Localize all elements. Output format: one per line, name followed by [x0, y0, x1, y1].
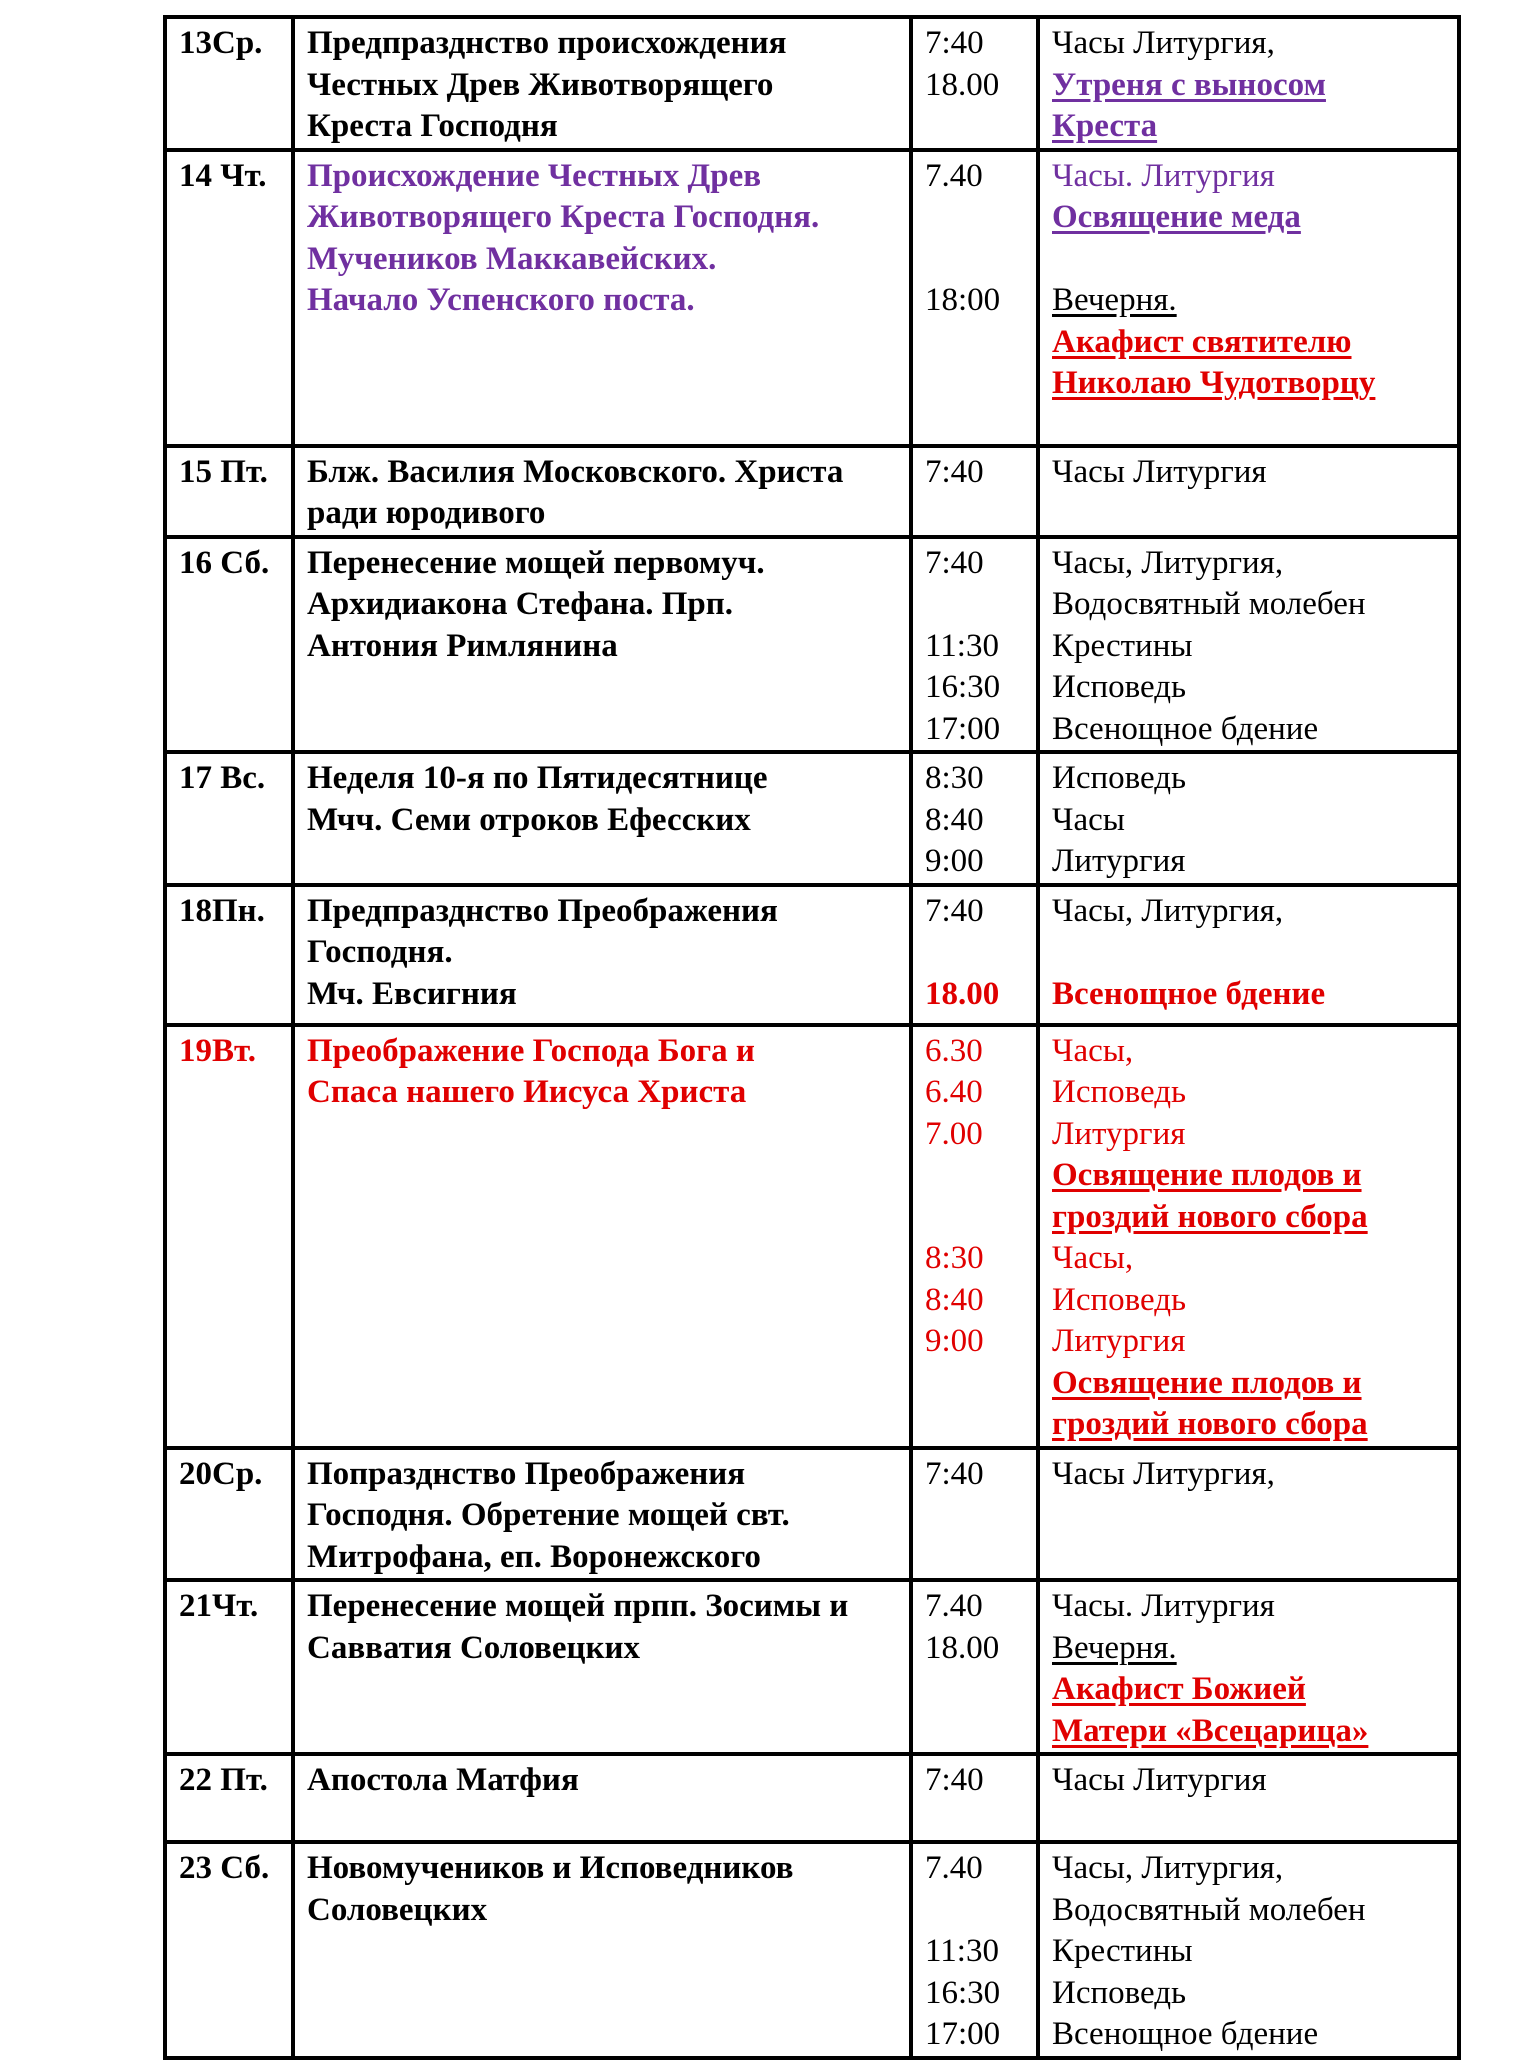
service-name: Вечерня.: [1052, 1629, 1177, 1666]
feast-line: Мч. Евсигния: [307, 975, 517, 1012]
feast-line: Апостола Матфия: [307, 1762, 579, 1798]
service-time: [925, 932, 1026, 974]
schedule-row: [165, 1025, 1459, 1448]
service-time: 8:40: [925, 801, 984, 838]
service-name: Часы, Литургия,: [1052, 544, 1284, 581]
feast-line: Креста Господня: [307, 108, 558, 144]
service-name: Часы Литургия: [1052, 453, 1267, 490]
service-name: Николаю Чудотворцу: [1052, 365, 1376, 401]
service-name: Часы, Литургия,: [1052, 1850, 1284, 1886]
time-cell: [911, 1842, 1038, 2058]
day-cell: 20Ср.: [165, 1448, 293, 1581]
service-time: 18.00: [925, 1629, 1000, 1666]
service-name: Исповедь: [1052, 669, 1187, 705]
service-time: 16:30: [925, 1974, 1001, 2011]
time-cell: [911, 537, 1038, 753]
schedule-row: [165, 537, 1459, 753]
service-name: Литургия: [1052, 1323, 1186, 1359]
service-name: Акафист святителю: [1052, 323, 1352, 360]
feast-cell: [293, 1842, 911, 2058]
day-cell: 13Ср.: [165, 17, 293, 150]
feast-line: Предпразднство Преображения: [307, 892, 778, 929]
feast-cell: [293, 1754, 911, 1842]
service-name: Крестины: [1052, 1933, 1193, 1969]
service-name: Освящение плодов и: [1052, 1157, 1362, 1193]
service-name: Всенощное бдение: [1052, 2016, 1319, 2052]
feast-line: Происхождение Честных Древ: [307, 157, 762, 194]
service-time: 7:40: [925, 892, 984, 929]
service-cell: [1038, 1025, 1459, 1448]
service-name: Креста: [1052, 108, 1158, 144]
service-cell: [1038, 1754, 1459, 1842]
service-name: Часы. Литургия: [1052, 157, 1275, 194]
service-cell: [1038, 17, 1459, 150]
service-time: 17:00: [925, 710, 1001, 747]
feast-line: Неделя 10-я по Пятидесятнице: [307, 760, 768, 796]
service-cell: [1038, 1448, 1459, 1581]
feast-cell: [293, 752, 911, 885]
feast-cell: [293, 885, 911, 1025]
time-cell: [911, 446, 1038, 537]
time-cell: [911, 1580, 1038, 1754]
service-time: 7:40: [925, 1455, 984, 1492]
service-name: Часы,: [1052, 1240, 1134, 1276]
feast-line: Перенесение мощей прпп. Зосимы и: [307, 1588, 849, 1624]
service-name: Исповедь: [1052, 760, 1187, 796]
day-cell: 18Пн.: [165, 885, 293, 1025]
service-time: 11:30: [925, 627, 999, 664]
feast-line: Спаса нашего Иисуса Христа: [307, 1074, 747, 1110]
schedule-row: [165, 752, 1459, 885]
service-name: Часы Литургия: [1052, 1762, 1267, 1798]
time-cell: [911, 1025, 1038, 1448]
service-time: 6.30: [925, 1032, 983, 1069]
feast-cell: [293, 446, 911, 537]
service-name: Часы Литургия,: [1052, 1455, 1275, 1492]
time-cell: [911, 17, 1038, 150]
service-time: [925, 1155, 1026, 1197]
schedule-row: [165, 885, 1459, 1025]
service-name: [1052, 239, 1447, 281]
feast-line: Попразднство Преображения: [307, 1455, 746, 1492]
feast-line: Господня. Обретение мощей свт.: [307, 1497, 790, 1533]
feast-line: Предпразднство происхождения: [307, 25, 787, 61]
feast-line: Соловецких: [307, 1891, 488, 1928]
feast-cell: [293, 1025, 911, 1448]
service-time: [925, 1890, 1026, 1932]
service-time: 7:40: [925, 544, 984, 581]
service-name: Литургия: [1052, 843, 1186, 879]
service-time: [925, 584, 1026, 626]
service-name: Всенощное бдение: [1052, 975, 1326, 1012]
schedule-page: [163, 15, 1457, 2060]
service-cell: [1038, 150, 1459, 446]
service-time: 18:00: [925, 282, 1001, 318]
feast-cell: [293, 1448, 911, 1581]
day-cell: 23 Сб.: [165, 1842, 293, 2058]
service-name: Акафист Божией: [1052, 1671, 1306, 1707]
feast-cell: [293, 1580, 911, 1754]
feast-line: Архидиакона Стефана. Прп.: [307, 586, 734, 622]
service-name: Всенощное бдение: [1052, 710, 1319, 747]
service-name: гроздий нового сбора: [1052, 1406, 1368, 1442]
service-time: 9:00: [925, 843, 984, 879]
schedule-row: [165, 17, 1459, 150]
day-cell: 19Вт.: [165, 1025, 293, 1448]
service-cell: [1038, 537, 1459, 753]
time-cell: [911, 1448, 1038, 1581]
service-time: [925, 197, 1026, 239]
service-time: 7:40: [925, 1762, 984, 1798]
service-name: Исповедь: [1052, 1974, 1187, 2011]
service-time: 17:00: [925, 2016, 1001, 2052]
feast-line: Антония Римлянина: [307, 627, 618, 664]
service-time: [925, 239, 1026, 281]
service-time: 7:40: [925, 25, 984, 61]
service-name: Водосвятный молебен: [1052, 586, 1366, 622]
service-name: Освящение меда: [1052, 199, 1301, 235]
service-time: 7.40: [925, 1850, 983, 1886]
service-cell: [1038, 885, 1459, 1025]
schedule-row: [165, 150, 1459, 446]
service-name: Исповедь: [1052, 1074, 1187, 1110]
feast-line: Перенесение мощей первомуч.: [307, 544, 765, 581]
service-name: гроздий нового сбора: [1052, 1198, 1368, 1235]
time-cell: [911, 885, 1038, 1025]
feast-line: Животворящего Креста Господня.: [307, 199, 820, 235]
service-time: 7.40: [925, 157, 983, 194]
service-name: Водосвятный молебен: [1052, 1891, 1366, 1928]
feast-line: Блж. Василия Московского. Христа: [307, 453, 844, 490]
schedule-row: [165, 1842, 1459, 2058]
feast-line: Мучеников Маккавейских.: [307, 240, 717, 277]
schedule-row: [165, 1448, 1459, 1581]
service-name: Часы: [1052, 801, 1125, 838]
service-name: Крестины: [1052, 627, 1193, 664]
schedule-body: [165, 17, 1459, 2058]
feast-cell: [293, 537, 911, 753]
service-name: Утреня с выносом: [1052, 66, 1326, 103]
service-name: [1052, 932, 1447, 974]
day-cell: 21Чт.: [165, 1580, 293, 1754]
time-cell: [911, 752, 1038, 885]
feast-line: Митрофана, еп. Воронежского: [307, 1538, 761, 1575]
service-time: 9:00: [925, 1323, 984, 1359]
service-name: Матери «Всецарица»: [1052, 1712, 1369, 1749]
service-name: Часы. Литургия: [1052, 1588, 1275, 1624]
service-cell: [1038, 1842, 1459, 2058]
feast-line: Господня.: [307, 934, 453, 970]
service-time: 7.40: [925, 1588, 983, 1624]
service-time: 6.40: [925, 1074, 983, 1110]
service-time: 8:30: [925, 760, 984, 796]
feast-cell: [293, 17, 911, 150]
feast-line: Начало Успенского поста.: [307, 282, 695, 318]
service-time: [925, 1197, 1026, 1239]
schedule-row: [165, 446, 1459, 537]
service-cell: [1038, 446, 1459, 537]
service-name: Часы, Литургия,: [1052, 892, 1284, 929]
time-cell: [911, 1754, 1038, 1842]
service-cell: [1038, 1580, 1459, 1754]
service-name: Вечерня.: [1052, 282, 1177, 318]
feast-line: Савватия Соловецких: [307, 1629, 641, 1666]
day-cell: 16 Сб.: [165, 537, 293, 753]
service-schedule-table: [163, 15, 1461, 2060]
day-cell: 22 Пт.: [165, 1754, 293, 1842]
feast-line: Честных Древ Животворящего: [307, 66, 774, 103]
service-name: Освящение плодов и: [1052, 1364, 1362, 1401]
feast-line: Мчч. Семи отроков Ефесских: [307, 801, 751, 838]
feast-line: Новомучеников и Исповедников: [307, 1850, 794, 1886]
service-time: 18.00: [925, 975, 1000, 1012]
service-name: Исповедь: [1052, 1281, 1187, 1318]
time-cell: [911, 150, 1038, 446]
service-name: Часы,: [1052, 1032, 1134, 1069]
service-time: 8:30: [925, 1240, 984, 1276]
service-time: 18.00: [925, 66, 1000, 103]
day-cell: 15 Пт.: [165, 446, 293, 537]
day-cell: 14 Чт.: [165, 150, 293, 446]
service-time: 11:30: [925, 1933, 999, 1969]
service-time: 8:40: [925, 1281, 984, 1318]
service-cell: [1038, 752, 1459, 885]
feast-line: ради юродивого: [307, 495, 546, 531]
service-name: Литургия: [1052, 1115, 1186, 1152]
service-time: 7:40: [925, 453, 984, 490]
service-time: 7.00: [925, 1115, 983, 1152]
schedule-row: [165, 1580, 1459, 1754]
schedule-row: [165, 1754, 1459, 1842]
feast-line: Преображение Господа Бога и: [307, 1032, 755, 1069]
service-name: Часы Литургия,: [1052, 25, 1275, 61]
day-cell: 17 Вс.: [165, 752, 293, 885]
feast-cell: [293, 150, 911, 446]
service-time: 16:30: [925, 669, 1001, 705]
